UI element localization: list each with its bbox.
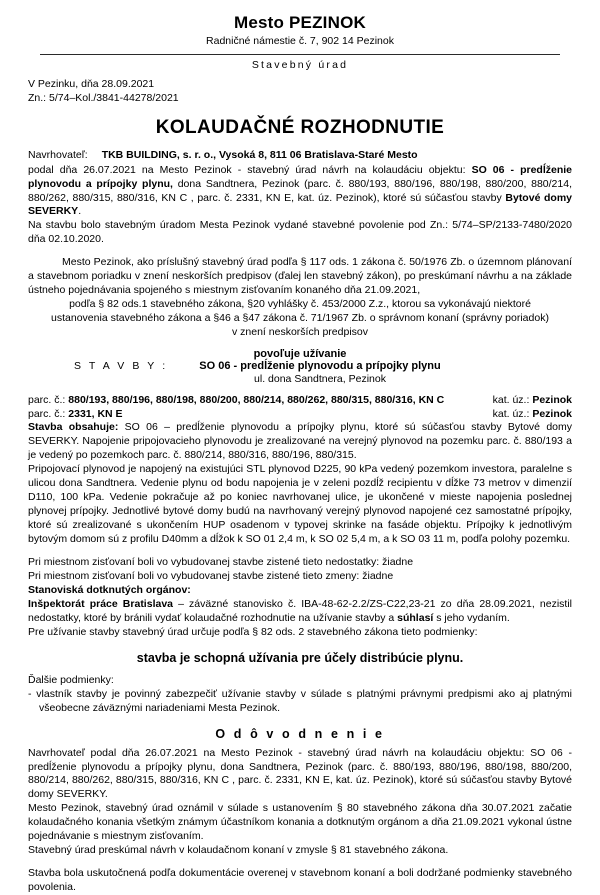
intro-building-bold: Bytové domy SEVERKY bbox=[28, 191, 573, 218]
parcel-row bbox=[28, 393, 572, 407]
authorities-heading: Stanoviská dotknutých orgánov: bbox=[28, 583, 191, 596]
description-text-1: SO 06 – predĺženie plynovodu a prípojky plynu, ktoré sú súčasťou stavby Bytové domy SEVERKY. Napojenie pripojovacieho plynovodu je zrealizované na verejný plynovod na pozemku parc. č. 880/193 a je vedený po pozemkoch parc. č. 880/214, 880/316, 880/196, 880/315. bbox=[28, 421, 572, 462]
structure-name: SO 06 - predĺženie plynovodu a prípojky plynu bbox=[199, 360, 441, 373]
cadastral-label: kat. úz.: bbox=[492, 408, 533, 421]
organization-title: Mesto PEZINOK bbox=[233, 13, 366, 32]
intro-paragraph-2: Na stavbu bolo stavebným úradom Mesta Pezinok vydané stavebné povolenie pod Zn.: 5/74–SP/2133-7480/2020 dňa 02.10.2020. bbox=[28, 219, 572, 246]
parcel-label: parc. č.: bbox=[28, 394, 69, 407]
reasoning-heading: O d ô v o d n e n i e bbox=[215, 726, 385, 741]
parcel-table bbox=[28, 393, 572, 421]
legal-line-1: Mesto Pezinok, ako príslušný stavebný úrad podľa § 117 ods. 1 zákona č. 50/1976 Zb. o územnom plánovaní a stavebnom poriadku v znení neskorších predpisov (ďalej len stavebný zákon), po preskúmaní návrhu a na základe ústneho pojednávania spojeného s miestnym zisťovaním konaného dňa 21.09.2021, bbox=[28, 256, 572, 297]
findings-block bbox=[28, 556, 572, 640]
legal-line-2: podľa § 82 ods.1 stavebného zákona, §20 vyhlášky č. 453/2000 Z.z., ktorou sa vykonávajú niektoré bbox=[69, 298, 531, 311]
document-meta bbox=[28, 78, 572, 106]
finding-changes: Pri miestnom zisťovaní boli vo vybudovanej stavbe zistené tieto zmeny: žiadne bbox=[28, 569, 394, 582]
inspector-agrees: súhlasí bbox=[397, 611, 434, 624]
reasoning-paragraph-3: Stavebný úrad preskúmal návrh v kolaudačnom konaní v zmysle § 81 stavebného zákona. bbox=[28, 844, 449, 857]
legal-basis-block bbox=[28, 256, 572, 340]
inspector-statement bbox=[28, 598, 572, 626]
parcel-value: 2331, KN E bbox=[68, 408, 123, 421]
cadastral-value: Pezinok bbox=[532, 408, 572, 421]
structure-row bbox=[28, 360, 572, 385]
reference-number: Zn.: 5/74–Kol./3841-44278/2021 bbox=[28, 91, 179, 104]
description-label: Stavba obsahuje: bbox=[28, 421, 119, 434]
intro-text-a: podal dňa 26.07.2021 na Mesto Pezinok - stavebný úrad návrh na kolaudáciu objektu: bbox=[28, 163, 472, 176]
parcel-right bbox=[493, 407, 572, 421]
inspector-name: Inšpektorát práce Bratislava bbox=[28, 597, 174, 610]
legal-line-3: ustanovenia stavebného zákona a §46 a §47 zákona č. 71/1967 Zb. o správnom konaní (správny poriadok) bbox=[51, 312, 549, 325]
reasoning-paragraph-4: Stavba bola uskutočnená podľa dokumentácie overenej v stavebnom konaní a boli dodržané podmienky stavebného povolenia. bbox=[28, 867, 572, 894]
page-title: KOLAUDAČNÉ ROZHODNUTIE bbox=[155, 116, 445, 138]
parcel-value: 880/193, 880/196, 880/198, 880/200, 880/214, 880/262, 880/315, 880/316, KN C bbox=[68, 394, 445, 407]
cadastral-value: Pezinok bbox=[532, 394, 572, 407]
further-conditions-heading: Ďalšie podmienky: bbox=[28, 673, 114, 686]
parcel-left bbox=[28, 393, 444, 407]
intro-paragraph-1 bbox=[28, 164, 572, 220]
department-label: Stavebný úrad bbox=[251, 58, 349, 71]
parcel-left bbox=[28, 407, 123, 421]
cadastral-label: kat. úz.: bbox=[492, 394, 533, 407]
legal-line-4: v znení neskorších predpisov bbox=[232, 326, 368, 339]
permit-statement: stavba je schopná užívania pre účely distribúcie plynu. bbox=[136, 650, 464, 665]
intro-text-e: . bbox=[78, 205, 82, 218]
applicant-value: TKB BUILDING, s. r. o., Vysoká 8, 811 06 Bratislava-Staré Mesto bbox=[101, 148, 418, 161]
further-conditions-block bbox=[28, 674, 572, 716]
applicant-label: Navrhovateľ: bbox=[28, 148, 88, 161]
inspector-text-b: s jeho vydaním. bbox=[433, 611, 510, 624]
conditions-intro: Pre užívanie stavby stavebný úrad určuje podľa § 82 ods. 2 stavebného zákona tieto podmienky: bbox=[28, 625, 478, 638]
structure-street: ul. dona Sandtnera, Pezinok bbox=[254, 373, 386, 386]
reasoning-paragraph-1: Navrhovateľ podal dňa 26.07.2021 na Mesto Pezinok - stavebný úrad návrh na kolaudáciu objektu: SO 06 - predĺženie plynovodu a prípojky plynu, dona Sandtnera, Pezinok (parc. č. 880/193, 880/196, 880/198, 880/200, 880/214, 880/262, 880/315, 880/316, KN C , parc. č. 2331, KN E, kat. úz. Pezinok), ktoré sú súčasťou stavby Bytové domy SEVERKY. bbox=[28, 746, 572, 801]
header-divider bbox=[40, 54, 560, 55]
parcel-row bbox=[28, 407, 572, 421]
place-and-date: V Pezinku, dňa 28.09.2021 bbox=[28, 77, 155, 90]
parcel-right bbox=[493, 393, 572, 407]
description-paragraph-2: Pripojovací plynovod je napojený na existujúci STL plynovod D225, 90 kPa vedený pozemkom investora, paralelne s ulicou dona Sandtnera. Vedenie plynu od bodu napojenia je v zeleni pozdĺž recipientu v dĺžke 73 metrov v dimenzií D110, 100 kPa. Vedenie pokračuje až po koniec navrhovanej ulice, je ukončené v mieste napojenia poslednej plynovej prípojky. Jednotlivé bytové domy budú na navrhovaný verejný plynovod napojené cez samostatné prípojky, ktoré sú zrealizované s ukončením HUP osadenom v typovej skrinke na fasáde objektu. Prípojky k jednotlivým bytovým domom sú z profilu D40mm a dĺžok k SO 01 2,4 m, k SO 02 5,4 m, a k SO 03 11 m, podľa polohy pozemku. bbox=[28, 463, 572, 546]
finding-defects: Pri miestnom zisťovaní boli vo vybudovanej stavbe zistené tieto nedostatky: žiadne bbox=[28, 555, 414, 568]
intro-text-c: dona Sandtnera, Pezinok (parc. č. 880/193, 880/196, 880/198, 880/200, 880/214, 880/262, 880/315, 880/316, KN C , parc. č. 2331, KN E, kat. úz. Pezinok), ktoré sú súčasťou stavby bbox=[28, 177, 572, 204]
inspector-text-a: – záväzné stanovisko č. IBA-48-62-2.2/ZS-C22,23-21 zo dňa 28.09.2021, nezistil nedostatky, ktoré by bránili vydať kolaudačné rozhodnutie na užívanie stavby a bbox=[28, 597, 572, 624]
applicant-row bbox=[28, 149, 572, 161]
organization-address: Radničné námestie č. 7, 902 14 Pezinok bbox=[206, 35, 394, 48]
description-paragraph-1 bbox=[28, 421, 572, 463]
further-condition-item: - vlastník stavby je povinný zabezpečiť užívanie stavby v súlade s platnými právnymi predpismi ako aj platnými všeobecne záväznými nariadeniami Mesta Pezinok. bbox=[28, 687, 572, 714]
reasoning-paragraph-2: Mesto Pezinok, stavebný úrad oznámil v súlade s ustanovením § 80 stavebného zákona dňa 30.07.2021 začatie kolaudačného konania všetkým známym účastníkom konania a dotknutým orgánom a dňa 21.09.2021 vykonal ústne pojednávanie s miestnym zisťovaním. bbox=[28, 802, 572, 843]
intro-object-bold: SO 06 - predĺženie plynovodu a prípojky plynu, bbox=[28, 163, 573, 190]
permit-heading: povoľuje užívanie bbox=[253, 348, 347, 361]
parcel-label: parc. č.: bbox=[28, 408, 69, 421]
structure-label: S T A V B Y : bbox=[74, 360, 168, 373]
